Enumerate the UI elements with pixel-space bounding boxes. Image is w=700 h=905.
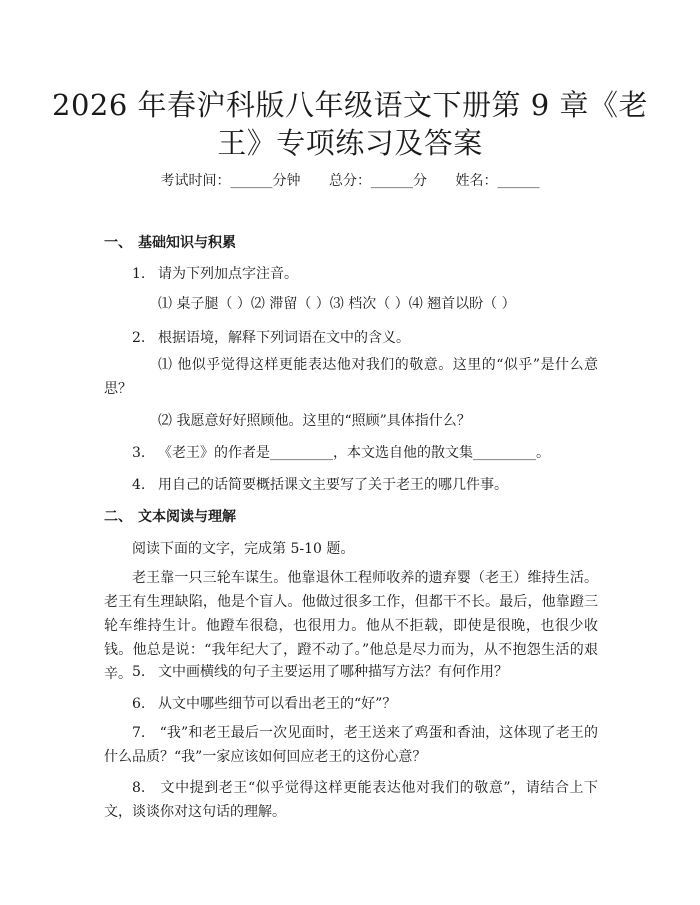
exam-score: 总分：______分 [329,173,427,189]
section-2-title: 文本阅读与理解 [138,509,236,525]
question-1-items: ⑴ 桌子腿（ ）⑵ 滞留（ ）⑶ 档次（ ）⑷ 翘首以盼（ ） [158,296,516,312]
student-name: 姓名：______ [455,173,540,189]
question-3 [132,442,550,462]
question-1-text: 请为下列加点字注音。 [158,266,298,282]
question-2-number: 2. [132,330,146,346]
question-2-sub-2: ⑵ 我愿意好好照顾他。这里的“照顾”具体指什么？ [158,413,471,429]
section-1-heading [104,232,236,252]
question-6-number: 6. [132,696,146,712]
question-5-text: 文中画横线的句子主要运用了哪种描写方法？有何作用？ [158,664,508,680]
question-1 [132,263,298,283]
reading-instructions: 阅读下面的文字，完成第 5-10 题。 [132,541,355,557]
page-title-line-2: 王》专项练习及答案 [217,126,483,160]
question-3-text: 《老王》的作者是_________，本文选自他的散文集_________。 [158,445,550,461]
question-7: 7. “我”和老王最后一次见面时，老王送来了鸡蛋和香油，这体现了老王的什么品质？“我”一家应该如何回应老王的这份心意？ [104,725,598,765]
section-1-number: 一、 [104,235,132,251]
question-2-text: 根据语境，解释下列词语在文中的含义。 [158,330,410,346]
exam-meta [0,170,700,190]
exam-time: 考试时间：______分钟 [160,173,301,189]
question-4-text: 用自己的话简要概括课文主要写了关于老王的哪几件事。 [158,477,508,493]
reading-passage: 老王靠一只三轮车谋生。他靠退休工程师收养的遗弃婴（老王）维持生活。老王有生理缺陷，他是个盲人。他做过很多工作，但都干不长。最后，他靠蹬三轮车维持生计。他蹬车很稳，也很用力。他从不拒载，即使是很晚，也很少收钱。他总是说：“我年纪大了，蹬不动了。”他总是尽力而为，从不抱怨生活的艰辛。 [104,570,598,682]
question-4 [132,474,508,494]
question-4-number: 4. [132,477,146,493]
question-6-text: 从文中哪些细节可以看出老王的“好”？ [158,696,397,712]
question-8: 8. 文中提到老王“似乎觉得这样更能表达他对我们的敬意”，请结合上下文，谈谈你对这句话的理解。 [104,780,598,820]
question-2 [132,327,410,347]
question-2-sub-1: ⑴ 他似乎觉得这样更能表达他对我们的敬意。这里的“似乎”是什么意思？ [104,357,598,397]
question-1-number: 1. [132,266,146,282]
question-6 [132,693,396,713]
page-title-line-1: 2026 年春沪科版八年级语文下册第 9 章《老 [52,88,648,122]
question-5 [132,661,508,681]
section-2-heading [104,506,236,526]
section-1-title: 基础知识与积累 [138,235,236,251]
section-2-number: 二、 [104,509,132,525]
question-3-number: 3. [132,445,146,461]
question-5-number: 5. [132,664,146,680]
